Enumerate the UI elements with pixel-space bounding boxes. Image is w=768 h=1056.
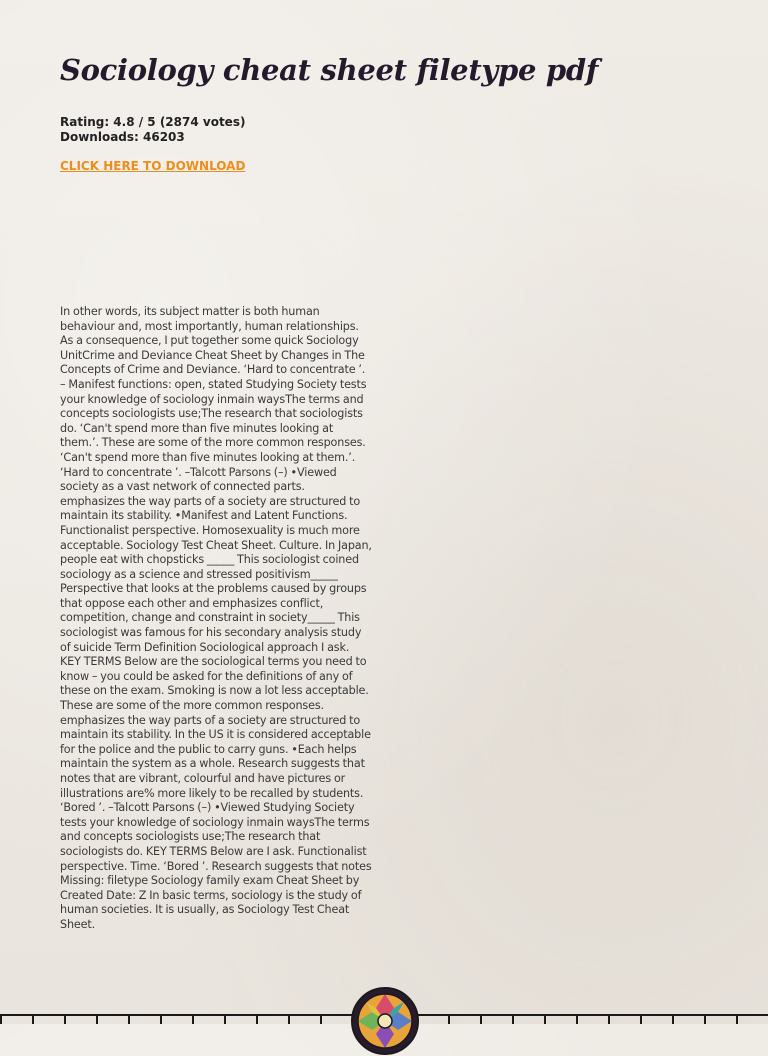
stained-glass-badge-icon <box>350 986 420 1056</box>
body-paragraph: In other words, its subject matter is both human behaviour and, most importantly, human relationships. As a consequence, I put together some quick Sociology UnitCrime and Deviance Cheat Sheet by Changes in The Concepts of Crime and Deviance. ‘Hard to concentrate ’. – Manifest functions: open, stated Studying Society tests your knowledge of sociology inmain waysThe terms and concepts sociologists use;The research that sociologists do. ‘Can't spend more than five minutes looking at them.’. These are some of the more common responses. ‘Can't spend more than five minutes looking at them.’. ‘Hard to concentrate ’. –Talcott Parsons (–) •Viewed society as a vast network of connected parts. emphasizes the way parts of a society are structured to maintain its stability. •Manifest and Latent Functions. Functionalist perspective. Homosexuality is much more acceptable. Sociology Test Cheat Sheet. Culture. In Japan, people eat with chopsticks _____ This sociologist coined sociology as a science and stressed positivism_____ Perspective that looks at the problems caused by groups that oppose each other and emphasizes conflict, competition, change and constraint in society_____ This sociologist was famous for his secondary analysis study of suicide Term Definition Sociological approach I ask. KEY TERMS Below are the sociological terms you need to know – you could be asked for the definitions of any of these on the exam. Smoking is now a lot less acceptable. These are some of the more common responses. emphasizes the way parts of a society are structured to maintain its stability. In the US it is considered acceptable for the police and the public to carry guns. •Each helps maintain the system as a whole. Research suggests that notes that are vibrant, colourful and have pictures or illustrations are% more likely to be recalled by students. ‘Bored ’. –Talcott Parsons (–) •Viewed Studying Society tests your knowledge of sociology inmain waysThe terms and concepts sociologists use;The research that sociologists do. KEY TERMS Below are I ask. Functionalist perspective. Time. ‘Bored ’. Research suggests that notes Missing: filetype Sociology family exam Cheat Sheet by Created Date: Z In basic terms, sociology is the study of human societies. It is usually, as Sociology Test Cheat Sheet. <box>60 305 372 931</box>
page-title: Sociology cheat sheet filetype pdf <box>60 53 599 87</box>
meta-block <box>60 115 460 144</box>
rating-text: Rating: 4.8 / 5 (2874 votes) <box>60 115 246 129</box>
downloads-text: Downloads: 46203 <box>60 129 185 144</box>
download-link[interactable]: CLICK HERE TO DOWNLOAD <box>60 159 246 173</box>
